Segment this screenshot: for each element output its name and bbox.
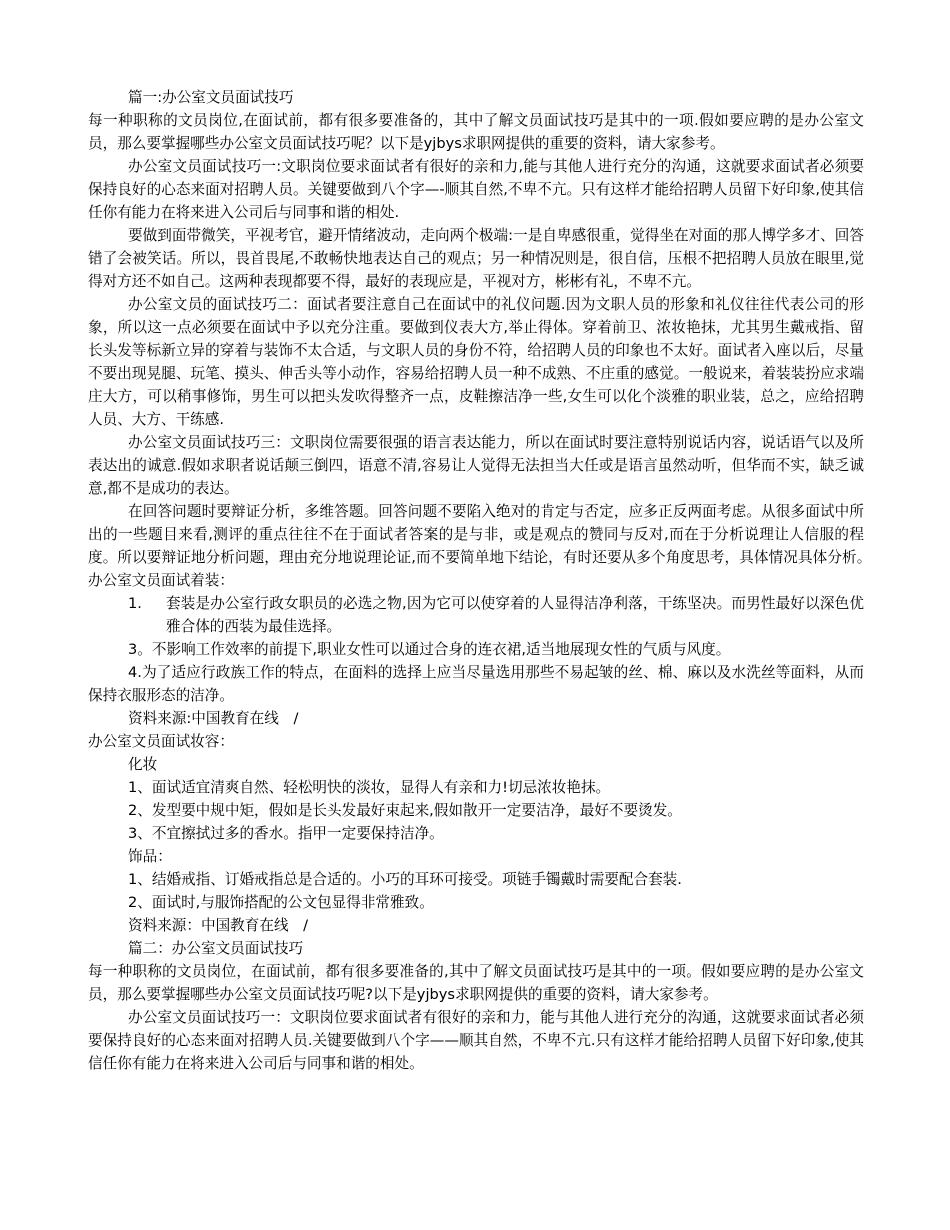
source-note: 资料来源：中国教育在线 / [128, 917, 309, 934]
paragraph: 要做到面带微笑，平视考官，避开情绪波动，走向两个极端:一是自卑感很重，觉得坐在对面的那人博学多才、回答错了会被笑话。所以，畏首畏尾,不敢畅快地表达自己的观点；另一种情况则是，很自信，压根不把招聘人员放在眼里,觉得对方还不如自己。这两种表现都要不得，最好的表现应是，平视对方，彬彬有礼，不卑不亢。 [88, 227, 864, 290]
source-note: 资料来源:中国教育在线 / [128, 710, 299, 727]
paragraph: 2、发型要中规中矩，假如是长头发最好束起来,假如散开一定要洁净，最好不要烫发。 [128, 802, 682, 819]
paragraph: 3、不宜擦拭过多的香水。指甲一定要保持洁净。 [128, 825, 444, 842]
subsection-heading: 饰品： [128, 848, 172, 865]
paragraph: 办公室文员面试技巧一：文职岗位要求面试者有很好的亲和力，能与其他人进行充分的沟通，这就要求面试者必须要保持良好的心态来面对招聘人员.关键要做到八个字——顺其自然，不卑不亢.只有这样才能给招聘人员留下好印象,使其信任你有能力在将来进入公司后与同事和谐的相处。 [88, 1009, 864, 1072]
paragraph: 每一种职称的文员岗位,在面试前，都有很多要准备的，其中了解文员面试技巧是其中的一项.假如要应聘的是办公室文员，那么要掌握哪些办公室文员面试技巧呢？以下是yjbys求职网提供的重要的资料，请大家参考。 [88, 112, 864, 152]
paragraph: 2、面试时,与服饰搭配的公文包显得非常雅致。 [128, 894, 434, 911]
paragraph: 办公室文员面试技巧一:文职岗位要求面试者有很好的亲和力,能与其他人进行充分的沟通，这就要求面试者必须要保持良好的心态来面对招聘人员。关键要做到八个字—-顺其自然,不卑不亢。只有这样才能给招聘人员留下好印象,使其信任你有能力在将来进入公司后与同事和谐的相处. [88, 158, 864, 221]
paragraph: 在回答问题时要辩证分析，多维答题。回答问题不要陷入绝对的肯定与否定，应多正反两面考虑。从很多面试中所出的一些题目来看,测评的重点往往不在于面试者答案的是与非，或是观点的赞同与反对,而在于分析说理让人信服的程度。所以要辩证地分析问题，理由充分地说理论证,而不要简单地下结论，有时还要从多个角度思考，具体情况具体分析。 办公室文员面试着装： [88, 503, 894, 589]
paragraph: 3。不影响工作效率的前提下,职业女性可以通过合身的连衣裙,适当地展现女性的气质与风度。 [128, 641, 731, 658]
section-title: 篇二：办公室文员面试技巧 [128, 940, 304, 957]
subsection-heading: 化妆 [128, 756, 158, 773]
paragraph: 4.为了适应行政族工作的特点，在面料的选择上应当尽量选用那些不易起皱的丝、棉、麻以及水洗丝等面料，从而保持衣服形态的洁净。 [88, 664, 864, 704]
subsection-title: 办公室文员面试妆容： [88, 733, 234, 750]
paragraph: 办公室文员的面试技巧二：面试者要注意自己在面试中的礼仪问题.因为文职人员的形象和礼仪往往代表公司的形象，所以这一点必须要在面试中予以充分注重。要做到仪表大方,举止得体。穿着前卫、浓妆艳抹，尤其男生戴戒指、留长头发等标新立异的穿着与装饰不太合适，与文职人员的身份不符，给招聘人员的印象也不太好。面试者入座以后，尽量不要出现晃腿、玩笔、摸头、伸舌头等小动作，容易给招聘人员一种不成熟、不庄重的感觉。一般说来，着装装扮应求端庄大方，可以稍事修饰，男生可以把头发吹得整齐一点，皮鞋擦洁净一些,女生可以化个淡雅的职业装，总之，应给招聘人员、大方、干练感. [88, 296, 864, 428]
paragraph: 每一种职称的文员岗位，在面试前，都有很多要准备的,其中了解文员面试技巧是其中的一项。假如要应聘的是办公室文员，那么要掌握哪些办公室文员面试技巧呢?以下是yjbys求职网提供的重要的资料，请大家参考。 [88, 963, 864, 1003]
paragraph: 1、结婚戒指、订婚戒指总是合适的。小巧的耳环可接受。项链手镯戴时需要配合套装. [128, 871, 682, 888]
section-title: 篇一:办公室文员面试技巧 [128, 89, 294, 106]
paragraph: 办公室文员面试技巧三：文职岗位需要很强的语言表达能力，所以在面试时要注意特别说话内容，说话语气以及所表达出的诚意.假如求职者说话颠三倒四，语意不清,容易让人觉得无法担当大任或是语言虽然动听，但华而不实，缺乏诚意,都不是成功的表达。 [88, 434, 864, 497]
list-number: 1. [128, 595, 142, 612]
list-item-text: 套装是办公室行政女职员的必选之物,因为它可以使穿着的人显得洁净利落，干练坚决。而男性最好以深色优雅合体的西装为最佳选择。 [166, 595, 864, 635]
paragraph: 1、面试适宜清爽自然、轻松明快的淡妆，显得人有亲和力!切忌浓妆艳抹。 [128, 779, 611, 796]
document-page [88, 86, 894, 1075]
list-item [88, 592, 864, 638]
